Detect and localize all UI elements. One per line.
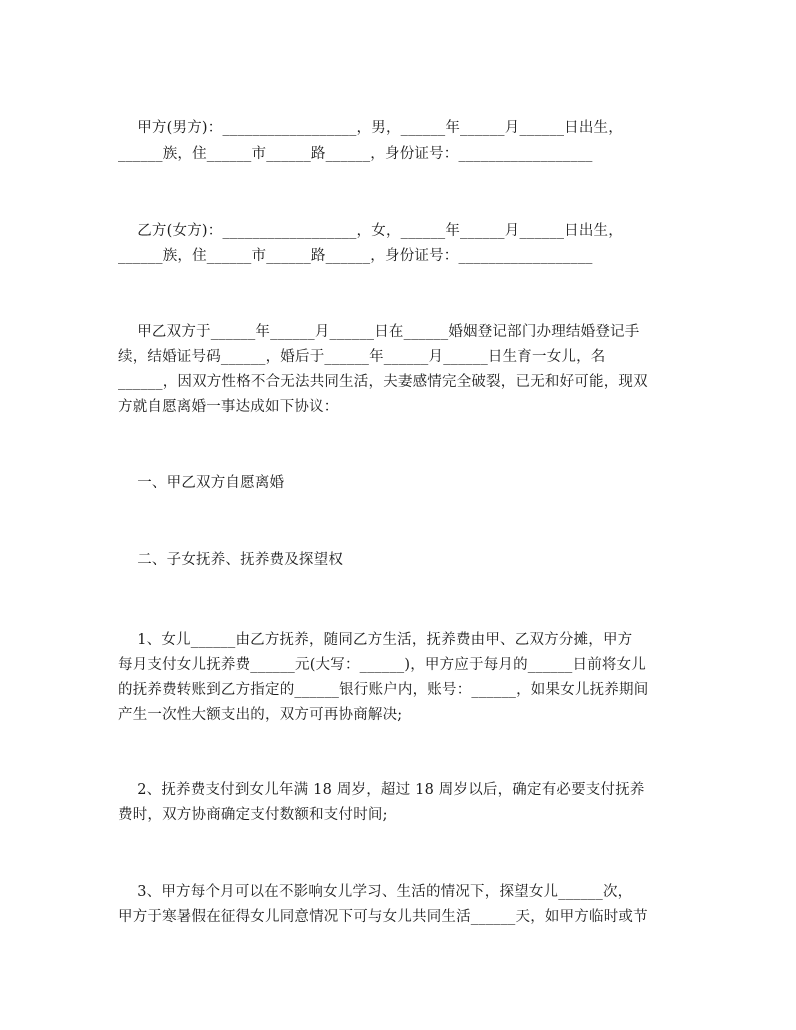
clause-1-line-1: 1、女儿______由乙方抚养，随同乙方生活，抚养费由甲、乙双方分摊，甲方 [118,632,633,648]
clause-2-line-1: 2、抚养费支付到女儿年满 18 周岁，超过 18 周岁以后，确定有必要支付抚养 [118,782,645,798]
intro-line-1: 甲乙双方于______年______月______日在______婚姻登记部门办理结婚登记手 [118,324,640,340]
party-b-line-1: 乙方(女方)：__________________，女，______年______月______日出生， [118,223,623,239]
clause-2-line-2: 费时，双方协商确定支付数额和支付时间; [118,807,388,823]
section-heading-1: 一、甲乙双方自愿离婚 [118,475,285,491]
party-a-line-1: 甲方(男方)：__________________，男，______年______月______日出生， [118,120,623,136]
clause-1-line-3: 的抚养费转账到乙方指定的______银行账户内，账号：______，如果女儿抚养期间 [118,682,649,698]
party-b-line-2: ______族，住______市______路______，身份证号：__________________ [118,248,593,264]
clause-1-line-4: 产生一次性大额支出的，双方可再协商解决; [118,707,403,723]
intro-line-2: 续，结婚证号码______，婚后于______年______月______日生育一女儿，名 [118,349,606,365]
intro-line-4: 方就自愿离婚一事达成如下协议： [118,399,339,415]
clause-3-line-1: 3、甲方每个月可以在不影响女儿学习、生活的情况下，探望女儿______次， [118,884,633,900]
clause-1-line-2: 每月支付女儿抚养费______元(大写：______)，甲方应于每月的______日前将女儿 [118,657,647,673]
clause-3-line-2: 甲方于寒暑假在征得女儿同意情况下可与女儿共同生活______天，如甲方临时或节 [118,909,648,925]
party-a-line-2: ______族，住______市______路______，身份证号：__________________ [118,146,593,162]
section-heading-2: 二、子女抚养、抚养费及探望权 [118,552,344,568]
intro-line-3: ______，因双方性格不合无法共同生活，夫妻感情完全破裂，已无和好可能，现双 [118,374,648,390]
